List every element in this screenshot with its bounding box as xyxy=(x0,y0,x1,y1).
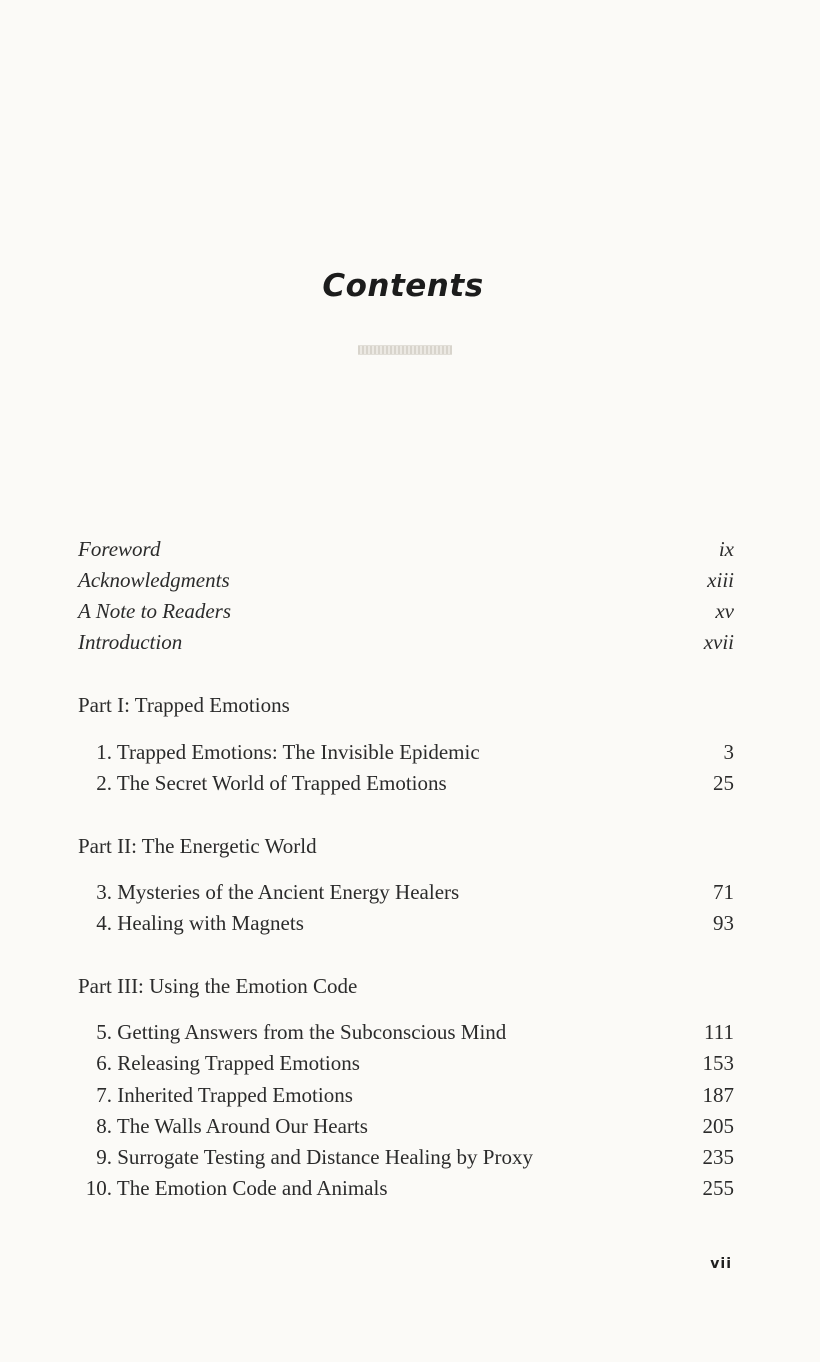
chapter-page: 25 xyxy=(713,771,734,795)
chapter-page: 71 xyxy=(713,880,734,904)
chapter-page: 255 xyxy=(702,1176,734,1200)
toc-entry-label: Introduction xyxy=(78,630,183,654)
chapter-page: 205 xyxy=(702,1114,734,1138)
toc-entry-label: Foreword xyxy=(78,537,161,561)
toc-entry-introduction xyxy=(78,627,734,657)
chapter-page: 3 xyxy=(723,740,734,764)
toc-chapter-entry xyxy=(78,908,734,938)
part-title: Part I: Trapped Emotions xyxy=(78,693,290,717)
toc-part-heading xyxy=(78,831,734,861)
chapter-number: 6. xyxy=(96,1051,112,1075)
chapter-number: 7. xyxy=(96,1083,112,1107)
chapter-number: 5. xyxy=(96,1020,112,1044)
chapter-page: 93 xyxy=(713,911,734,935)
chapter-title: Surrogate Testing and Distance Healing by Proxy xyxy=(117,1145,533,1169)
chapter-title: The Emotion Code and Animals xyxy=(116,1176,388,1200)
toc-entry-page: xiii xyxy=(707,568,734,592)
chapter-title: Mysteries of the Ancient Energy Healers xyxy=(117,880,460,904)
chapter-title: Healing with Magnets xyxy=(117,911,304,935)
toc-entry-page: xv xyxy=(715,599,734,623)
chapter-number: 9. xyxy=(96,1145,112,1169)
chapter-title: Trapped Emotions: The Invisible Epidemic xyxy=(116,740,480,764)
chapter-page: 153 xyxy=(702,1051,734,1075)
page-title: Contents xyxy=(322,268,484,304)
chapter-page: 187 xyxy=(702,1083,734,1107)
toc-chapter-entry xyxy=(78,1080,734,1110)
toc-chapter-entry xyxy=(78,1111,734,1141)
toc-chapter-entry xyxy=(78,877,734,907)
toc-entry-note-to-readers xyxy=(78,596,734,626)
toc-chapter-entry xyxy=(78,1048,734,1078)
chapter-number: 10. xyxy=(85,1176,112,1200)
toc-chapter-entry xyxy=(78,737,734,767)
page-folio: vii xyxy=(710,1256,732,1272)
chapter-title: Getting Answers from the Subconscious Mind xyxy=(117,1020,507,1044)
toc-chapter-entry xyxy=(78,768,734,798)
toc-entry-page: ix xyxy=(718,537,734,561)
toc-chapter-entry xyxy=(78,1173,734,1203)
chapter-number: 4. xyxy=(96,911,112,935)
toc-chapter-entry xyxy=(78,1017,734,1047)
chapter-number: 1. xyxy=(96,740,112,764)
chapter-title: The Secret World of Trapped Emotions xyxy=(116,771,447,795)
chapter-page: 235 xyxy=(702,1145,734,1169)
toc-entry-foreword xyxy=(78,534,734,564)
chapter-title: Releasing Trapped Emotions xyxy=(117,1051,360,1075)
toc-chapter-entry xyxy=(78,1142,734,1172)
chapter-title: The Walls Around Our Hearts xyxy=(116,1114,368,1138)
toc-entry-acknowledgments xyxy=(78,565,734,595)
toc-entry-page: xvii xyxy=(703,630,734,654)
toc-part-heading xyxy=(78,971,734,1001)
toc-entry-label: A Note to Readers xyxy=(78,599,232,623)
chapter-number: 8. xyxy=(96,1114,112,1138)
toc-entry-label: Acknowledgments xyxy=(78,568,230,592)
part-title: Part II: The Energetic World xyxy=(78,834,317,858)
chapter-page: 111 xyxy=(704,1020,734,1044)
toc-part-heading xyxy=(78,690,734,720)
part-title: Part III: Using the Emotion Code xyxy=(78,974,358,998)
title-ornament xyxy=(358,345,452,355)
chapter-title: Inherited Trapped Emotions xyxy=(117,1083,353,1107)
chapter-number: 3. xyxy=(96,880,112,904)
chapter-number: 2. xyxy=(96,771,112,795)
